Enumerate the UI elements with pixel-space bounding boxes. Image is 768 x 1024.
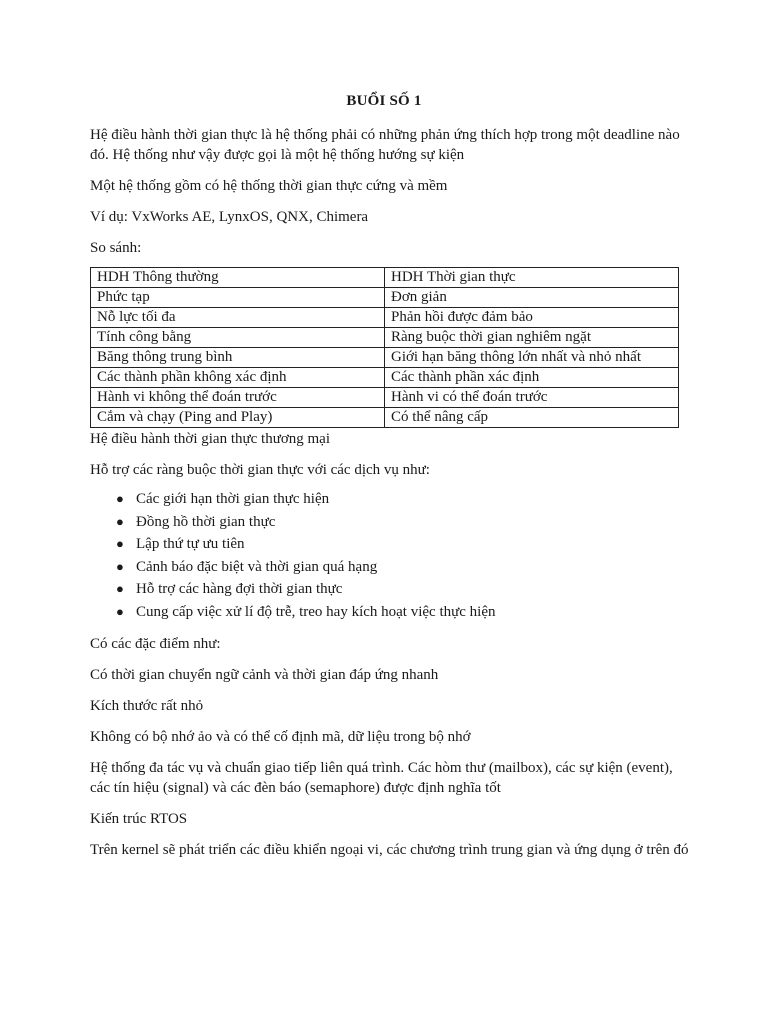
table-row (91, 388, 679, 408)
table-row (91, 328, 679, 348)
paragraph-commercial: Hệ điều hành thời gian thực thương mại (90, 431, 330, 447)
list-item (116, 511, 690, 534)
table-cell: Giới hạn băng thông lớn nhất và nhỏ nhất (385, 348, 679, 368)
table-cell: Phản hồi được đảm bảo (385, 308, 679, 328)
paragraph-small-size: Kích thước rất nhỏ (90, 698, 204, 714)
paragraph-kernel: Trên kernel sẽ phát triển các điều khiển ngoại vi, các chương trình trung gian và ứng dụng ở trên đó (90, 842, 689, 858)
table-cell: Tính công bằng (91, 328, 385, 348)
list-item (116, 601, 690, 624)
paragraph-features-intro: Có các đặc điểm như: (90, 636, 221, 652)
table-cell: Băng thông trung bình (91, 348, 385, 368)
table-row (91, 288, 679, 308)
list-item-text: Cung cấp việc xử lí độ trễ, treo hay kích hoạt việc thực hiện (136, 603, 496, 620)
list-item (116, 488, 690, 511)
paragraph-fast-context: Có thời gian chuyển ngữ cảnh và thời gian đáp ứng nhanh (90, 667, 439, 683)
table-cell: Ràng buộc thời gian nghiêm ngặt (385, 328, 679, 348)
table-cell: Các thành phần xác định (385, 368, 679, 388)
paragraph-services-intro: Hỗ trợ các ràng buộc thời gian thực với các dịch vụ như: (90, 462, 430, 478)
bullet-icon: ● (116, 491, 124, 506)
bullet-icon: ● (116, 581, 124, 596)
table-cell: Đơn giản (385, 288, 679, 308)
paragraph-no-virtual-memory: Không có bộ nhớ ảo và có thể cố định mã, dữ liệu trong bộ nhớ (90, 729, 471, 745)
table-cell: Phức tạp (91, 288, 385, 308)
list-item-text: Cảnh báo đặc biệt và thời gian quá hạng (136, 558, 378, 575)
paragraph-compare-label: So sánh: (90, 240, 142, 256)
table-cell: Hành vi không thể đoán trước (91, 388, 385, 408)
table-cell: HDH Thời gian thực (385, 268, 679, 288)
table-cell: Các thành phần không xác định (91, 368, 385, 388)
page-title: BUỔI SỐ 1 (346, 93, 422, 109)
list-item (116, 556, 690, 579)
bullet-icon: ● (116, 603, 124, 619)
list-item-text: Lập thứ tự ưu tiên (136, 536, 245, 552)
list-item (116, 578, 690, 601)
bullet-icon: ● (116, 513, 124, 529)
table-row (91, 408, 679, 428)
table-row (91, 368, 679, 388)
services-list (90, 488, 690, 623)
list-item-text: Đồng hồ thời gian thực (136, 513, 276, 530)
table-cell: Có thể nâng cấp (385, 408, 679, 428)
table-cell: Cắm và chạy (Ping and Play) (91, 408, 385, 428)
paragraph-hard-soft: Một hệ thống gồm có hệ thống thời gian thực cứng và mềm (90, 178, 448, 194)
list-item-text: Hỗ trợ các hàng đợi thời gian thực (136, 581, 343, 597)
comparison-table (90, 267, 679, 428)
table-row (91, 308, 679, 328)
paragraph-rtos-architecture: Kiến trúc RTOS (90, 811, 188, 827)
list-item-text: Các giới hạn thời gian thực hiện (136, 491, 330, 507)
paragraph-definition: Hệ điều hành thời gian thực là hệ thống phải có những phản ứng thích hợp trong một deadline nào đó. Hệ thống như vậy được gọi là một hệ thống hướng sự kiện (90, 127, 680, 163)
list-item (116, 533, 690, 556)
table-header-row (91, 268, 679, 288)
table-row (91, 348, 679, 368)
table-cell: HDH Thông thường (91, 268, 385, 288)
paragraph-multitasking: Hệ thống đa tác vụ và chuẩn giao tiếp liên quá trình. Các hòm thư (mailbox), các sự kiện (event), các tín hiệu (signal) và các đèn báo (semaphore) được định nghĩa tốt (90, 760, 673, 796)
paragraph-examples: Ví dụ: VxWorks AE, LynxOS, QNX, Chimera (90, 209, 369, 225)
table-cell: Hành vi có thể đoán trước (385, 388, 679, 408)
document-body (90, 125, 690, 871)
bullet-icon: ● (116, 536, 124, 551)
table-cell: Nỗ lực tối đa (91, 308, 385, 328)
bullet-icon: ● (116, 558, 124, 574)
